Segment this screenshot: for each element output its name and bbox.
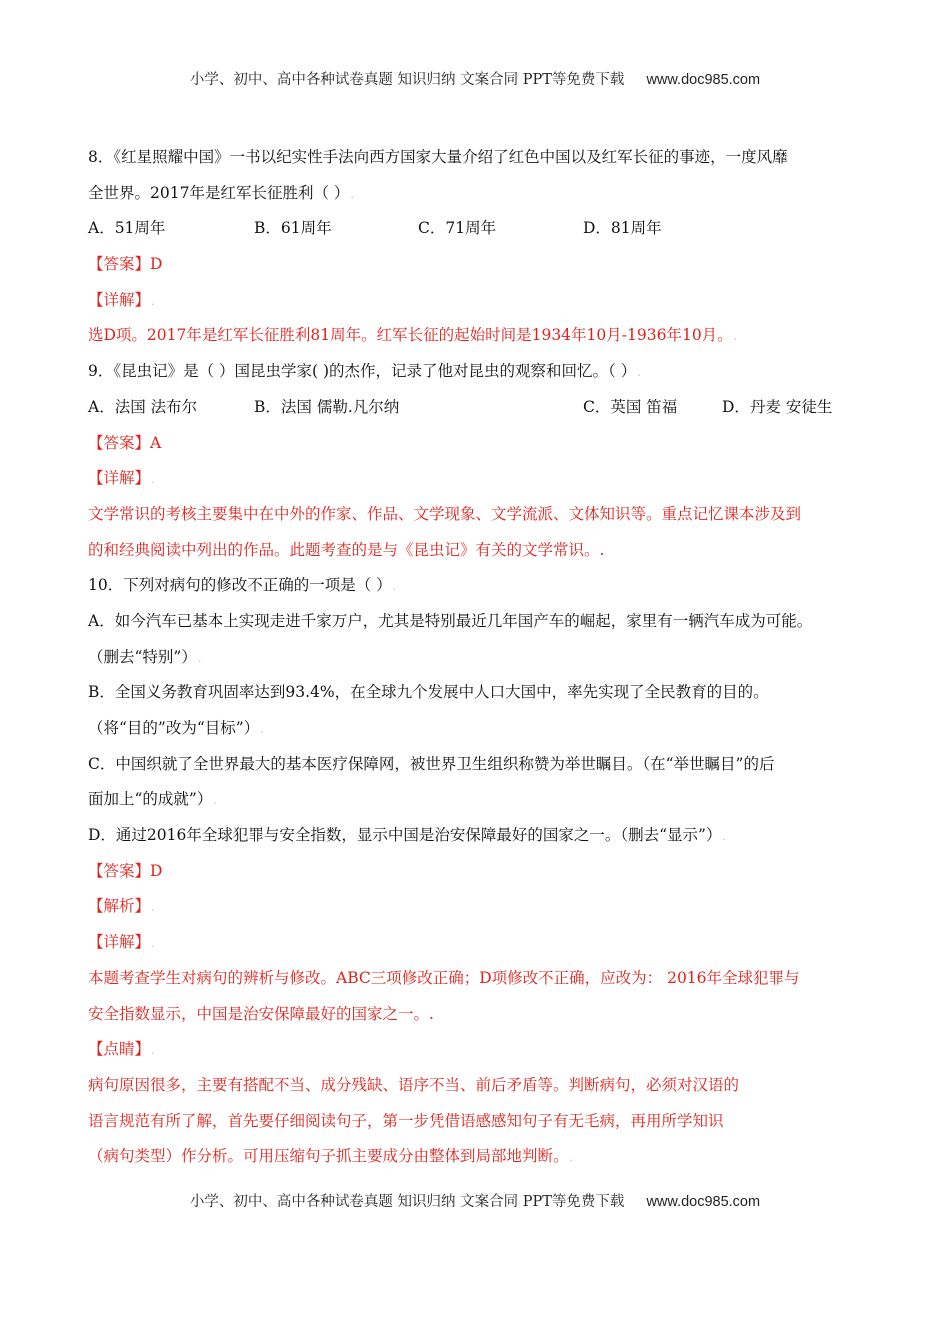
q8-stem-line2: 全世界。2017年是红军长征胜利（ ）. [88,183,354,202]
q9-option-a: A．法国 法布尔 [88,397,198,416]
q10-option-b-line1: B．全国义务教育巩固率达到93.4%，在全球九个发展中人口大国中，率先实现了全民教育的目的。 [88,683,769,702]
q10-point-line1: 病句原因很多，主要有搭配不当、成分残缺、语序不当、前后矛盾等。判断病句，必须对汉语的 [88,1075,740,1094]
q10-stem: 10．下列对病句的修改不正确的一项是（ ）. [88,576,397,595]
q8-option-c: C．71周年 [418,219,497,238]
footer-text: 小学、初中、高中各种试卷真题 知识归纳 文案合同 PPT等免费下载 [189,1194,625,1210]
q8-answer: 【答案】D [88,255,163,274]
q10-option-c-line1: C．中国织就了全世界最大的基本医疗保障网，被世界卫生组织称赞为举世瞩目。（在“举世瞩目”的后 [88,754,775,773]
q10-option-c-line2: 面加上“的成就”）. [88,790,217,809]
q9-detail-line2: 的和经典阅读中列出的作品。此题考查的是与《昆虫记》有关的文学常识。. [88,540,605,559]
q8-option-b: B．61周年 [254,219,332,238]
q10-detail-line1: 本题考查学生对病句的辨析与修改。ABC三项修改正确；D项修改不正确，应改为： 2016年全球犯罪与 [88,968,800,987]
q9-answer: 【答案】A [88,433,162,452]
q10-detail-label: 【详解】. [88,933,155,952]
q10-point-line2: 语言规范有所了解，首先要仔细阅读句子，第一步凭借语感感知句子有无毛病，再用所学知识 [88,1111,724,1130]
document-body [88,140,868,1175]
q9-option-c: C．英国 笛福 [583,397,678,416]
q8-detail-label: 【详解】. [88,290,155,309]
q9-stem: 9．《昆虫记》是（ ）国昆虫学家( )的杰作，记录了他对昆虫的观察和回忆。（ ）. [88,362,641,381]
q9-option-d: D．丹麦 安徒生 [722,397,833,416]
q8-stem-line1: 8．《红星照耀中国》一书以纪实性手法向西方国家大量介绍了红色中国以及红军长征的事迹，一度风靡 [88,148,788,166]
q10-detail-line2: 安全指数显示，中国是治安保障最好的国家之一。. [88,1004,434,1023]
q10-point-line3: （病句类型）作分析。可用压缩句子抓主要成分由整体到局部地判断。. [88,1147,574,1166]
q10-option-a-line2: （删去“特别”）. [88,647,202,666]
q10-option-b-line2: （将“目的”改为“目标”）. [88,719,264,737]
q8-options [88,211,868,247]
q8-option-a: A．51周年 [88,219,166,238]
q8-detail-text: 选D项。2017年是红军长征胜利81周年。红军长征的起始时间是1934年10月-1936年10月。. [88,326,738,345]
header-text: 小学、初中、高中各种试卷真题 知识归纳 文案合同 PPT等免费下载 [189,72,625,88]
q10-point-label: 【点睛】. [88,1040,155,1059]
page-header [0,68,950,89]
q9-options [88,390,868,426]
header-site-link[interactable]: www.doc985.com [646,72,761,88]
q8-option-d: D．81周年 [583,219,662,238]
q10-answer: 【答案】D [88,861,163,880]
q9-detail-label: 【详解】. [88,469,155,488]
q9-option-b: B．法国 儒勒.凡尔纳 [254,397,400,416]
q10-option-a-line1: A．如今汽车已基本上实现走进千家万户，尤其是特别最近几年国产车的崛起，家里有一辆汽车成为可能。 [88,611,813,630]
q9-detail-line1: 文学常识的考核主要集中在中外的作家、作品、文学现象、文学流派、文体知识等。重点记忆课本涉及到 [88,504,802,523]
footer-site-link[interactable]: www.doc985.com [646,1194,761,1210]
q10-option-d: D．通过2016年全球犯罪与安全指数，显示中国是治安保障最好的国家之一。（删去“显示”）. [88,826,726,845]
q10-analysis-label: 【解析】. [88,897,155,916]
page-footer [0,1190,950,1211]
